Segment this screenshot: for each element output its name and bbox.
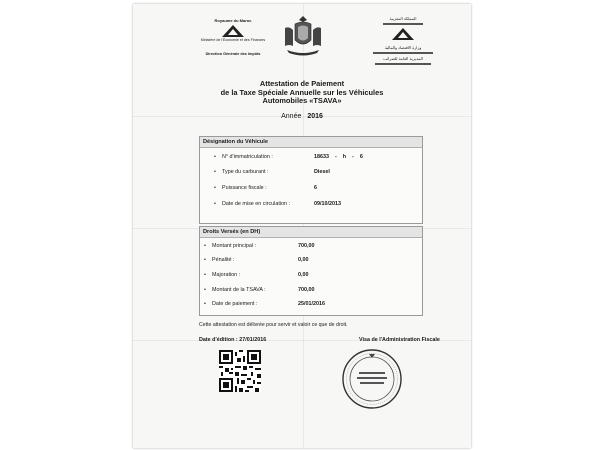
bullet-icon: • bbox=[214, 201, 216, 207]
droits-section bbox=[199, 226, 423, 316]
title-line: Automobiles «TSAVA» bbox=[262, 96, 342, 106]
visa-label: Visa de l'Administration Fiscale bbox=[359, 337, 440, 343]
annee-line bbox=[173, 113, 431, 120]
immatriculation-value: 18633 - h - 6 bbox=[314, 154, 363, 160]
bullet-icon: • bbox=[204, 301, 206, 307]
paiement-date-value: 25/01/2016 bbox=[298, 301, 325, 307]
direction-label: Direction Générale des Impôts bbox=[205, 52, 261, 56]
field-label: Pénalité : bbox=[212, 257, 235, 263]
field-label: Majoration : bbox=[212, 272, 241, 278]
circulation-date-value: 09/10/2013 bbox=[314, 201, 341, 207]
bullet-icon: • bbox=[214, 169, 216, 175]
majoration-value: 0,00 bbox=[298, 272, 309, 278]
royaume-label: Royaume du Maroc bbox=[214, 18, 252, 23]
montant-principal-value: 700,00 bbox=[298, 243, 315, 249]
carburant-value: Diesel bbox=[314, 169, 330, 175]
bullet-icon: • bbox=[204, 243, 206, 249]
penalite-value: 0,00 bbox=[298, 257, 309, 263]
field-label: Date de paiement : bbox=[212, 301, 258, 307]
attestation-document bbox=[133, 4, 471, 448]
edition-date bbox=[199, 337, 266, 343]
field-label: Type du carburant : bbox=[222, 169, 269, 175]
vehicule-section bbox=[199, 136, 423, 224]
field-label: Montant de la TSAVA : bbox=[212, 287, 266, 293]
header-right-line: وزارة الاقتصاد والمالية bbox=[384, 45, 422, 50]
title-line: de la Taxe Spéciale Annuelle sur les Véhicules bbox=[220, 87, 384, 97]
bullet-icon: • bbox=[214, 154, 216, 160]
coat-of-arms-icon bbox=[281, 14, 325, 56]
montant-tsava-value: 700,00 bbox=[298, 287, 315, 293]
edition-value: 27/01/2016 bbox=[239, 337, 267, 343]
header-right-line: المملكة المغربية bbox=[389, 16, 417, 21]
field-label: Puissance fiscale : bbox=[222, 185, 267, 191]
vehicule-heading: Désignation du Véhicule bbox=[200, 137, 422, 148]
edition-label: Date d'édition : bbox=[199, 337, 238, 343]
header-right-line: المديرية العامة للضرائب bbox=[383, 56, 423, 61]
puissance-value: 6 bbox=[314, 185, 317, 191]
ministry-logo-icon bbox=[222, 25, 244, 37]
divider bbox=[375, 63, 431, 65]
bullet-icon: • bbox=[214, 185, 216, 191]
bullet-icon: • bbox=[204, 272, 206, 278]
header-left bbox=[173, 18, 293, 56]
droits-heading: Droits Versés (en DH) bbox=[200, 227, 422, 238]
title-line: Attestation de Paiement bbox=[259, 79, 345, 88]
divider bbox=[373, 52, 433, 54]
annee-value: 2016 bbox=[307, 113, 323, 120]
bullet-icon: • bbox=[204, 287, 206, 293]
official-stamp-icon bbox=[341, 348, 403, 410]
document-title bbox=[173, 80, 431, 106]
bullet-icon: • bbox=[204, 257, 206, 263]
ministry-logo-icon bbox=[392, 28, 414, 40]
annee-label: Année bbox=[281, 113, 302, 120]
field-label: Date de mise en circulation : bbox=[222, 201, 291, 207]
ministere-label: Ministère de l'Économie et des Finances bbox=[200, 38, 266, 42]
field-label: N° d'immatriculation : bbox=[222, 154, 273, 160]
validity-note: Cette attestation est délivrée pour servir et valoir ce que de droit. bbox=[199, 322, 348, 328]
divider bbox=[383, 23, 423, 25]
header-right bbox=[365, 16, 441, 67]
qr-code-icon bbox=[219, 350, 261, 392]
field-label: Montant principal : bbox=[212, 243, 257, 249]
